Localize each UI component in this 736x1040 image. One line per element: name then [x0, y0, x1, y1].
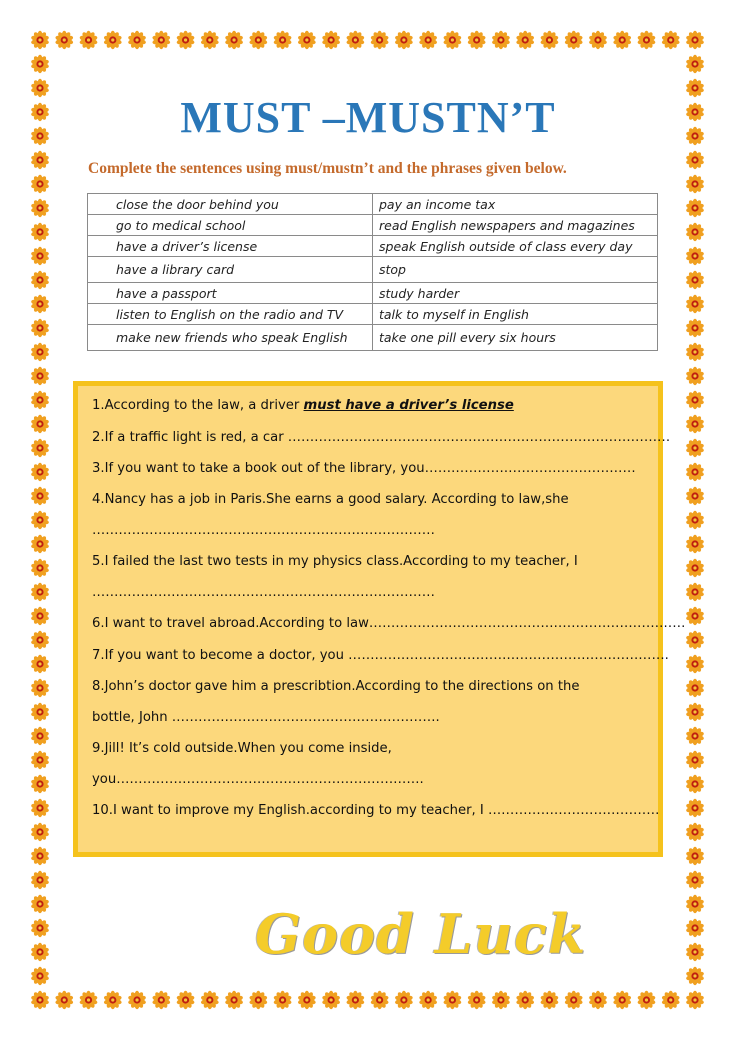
flower-icon: [31, 967, 50, 985]
flower-icon: [686, 919, 705, 937]
exercise-8: 8.John’s doctor gave him a prescribtion.According to the directions on the: [92, 679, 580, 694]
flower-icon: [370, 31, 389, 49]
flower-icon: [686, 559, 705, 577]
phrase-cell: have a driver’s license: [88, 236, 373, 257]
flower-icon: [249, 991, 268, 1009]
flower-icon: [686, 295, 705, 313]
exercise-9-blank: you…………………………………………………………….: [92, 772, 424, 787]
table-row: [88, 325, 658, 351]
flower-icon: [31, 679, 50, 697]
flower-icon: [176, 31, 195, 49]
flower-icon: [346, 31, 365, 49]
flower-icon: [31, 727, 50, 745]
flower-icon: [637, 991, 656, 1009]
flower-icon: [686, 415, 705, 433]
flower-icon: [31, 823, 50, 841]
flower-icon: [128, 991, 147, 1009]
flower-icon: [686, 391, 705, 409]
flower-icon: [31, 655, 50, 673]
phrase-cell: speak English outside of class every day: [373, 236, 658, 257]
flower-icon: [346, 991, 365, 1009]
flower-icon: [249, 31, 268, 49]
flower-icon: [152, 991, 171, 1009]
flower-icon: [297, 31, 316, 49]
flower-icon: [31, 943, 50, 961]
flower-icon: [31, 871, 50, 889]
flower-icon: [686, 271, 705, 289]
flower-icon: [31, 847, 50, 865]
flower-icon: [31, 439, 50, 457]
flower-icon: [516, 991, 535, 1009]
flower-icon: [103, 31, 122, 49]
flower-icon: [103, 991, 122, 1009]
flower-icon: [564, 31, 583, 49]
flower-icon: [31, 991, 50, 1009]
flower-icon: [152, 31, 171, 49]
phrase-cell: study harder: [373, 283, 658, 304]
phrase-cell: listen to English on the radio and TV: [88, 304, 373, 325]
flower-icon: [661, 31, 680, 49]
flower-icon: [31, 319, 50, 337]
good-luck-text: Good Luck: [255, 902, 587, 966]
flower-icon: [31, 703, 50, 721]
flower-icon: [31, 583, 50, 601]
exercise-1-prompt: 1.According to the law, a driver: [92, 398, 304, 413]
flower-icon: [176, 991, 195, 1009]
flower-icon: [31, 535, 50, 553]
flower-icon: [31, 775, 50, 793]
phrase-cell: take one pill every six hours: [373, 325, 658, 351]
exercise-box: [73, 381, 686, 857]
flower-icon: [491, 31, 510, 49]
flower-icon: [443, 31, 462, 49]
flower-icon: [31, 559, 50, 577]
flower-icon: [686, 895, 705, 913]
flower-icon: [200, 991, 219, 1009]
flower-icon: [686, 631, 705, 649]
exercise-6: 6.I want to travel abroad.According to law………………………………………………………………: [92, 616, 686, 631]
flower-icon: [31, 919, 50, 937]
phrase-cell: go to medical school: [88, 215, 373, 236]
flower-icon: [31, 751, 50, 769]
flower-icon: [31, 31, 50, 49]
flower-icon: [686, 679, 705, 697]
flower-icon: [686, 847, 705, 865]
flower-icon: [394, 31, 413, 49]
flower-icon: [31, 199, 50, 217]
phrase-cell: have a passport: [88, 283, 373, 304]
flower-icon: [686, 991, 705, 1009]
table-row: [88, 257, 658, 283]
flower-icon: [686, 799, 705, 817]
flower-icon: [419, 991, 438, 1009]
flower-icon: [31, 343, 50, 361]
flower-icon: [31, 247, 50, 265]
flower-icon: [225, 991, 244, 1009]
flower-icon: [31, 223, 50, 241]
exercise-2: 2.If a traffic light is red, a car ……………………………………………………………………………: [92, 430, 671, 445]
flower-icon: [297, 991, 316, 1009]
exercise-4: 4.Nancy has a job in Paris.She earns a good salary. According to law,she: [92, 492, 569, 507]
exercise-1: [92, 398, 514, 413]
flower-icon: [686, 223, 705, 241]
flower-icon: [273, 31, 292, 49]
flower-icon: [516, 31, 535, 49]
flower-icon: [686, 151, 705, 169]
exercise-9: 9.Jill! It’s cold outside.When you come inside,: [92, 741, 392, 756]
flower-icon: [686, 343, 705, 361]
flower-icon: [370, 991, 389, 1009]
flower-icon: [686, 703, 705, 721]
phrase-cell: talk to myself in English: [373, 304, 658, 325]
flower-icon: [661, 991, 680, 1009]
table-row: [88, 236, 658, 257]
flower-icon: [686, 871, 705, 889]
flower-icon: [588, 31, 607, 49]
flower-icon: [31, 487, 50, 505]
flower-icon: [31, 55, 50, 73]
flower-icon: [200, 31, 219, 49]
flower-icon: [443, 991, 462, 1009]
flower-icon: [686, 511, 705, 529]
phrase-cell: make new friends who speak English: [88, 325, 373, 351]
exercise-8-blank: bottle, John …………………………………………………….: [92, 710, 440, 725]
flower-icon: [31, 367, 50, 385]
instruction-text: Complete the sentences using must/mustn’t and the phrases given below.: [88, 160, 567, 177]
flower-icon: [686, 751, 705, 769]
flower-icon: [686, 367, 705, 385]
flower-icon: [322, 31, 341, 49]
phrase-cell: have a library card: [88, 257, 373, 283]
flower-icon: [31, 631, 50, 649]
exercise-7: 7.If you want to become a doctor, you ……………………………………………………………….: [92, 648, 669, 663]
flower-icon: [686, 463, 705, 481]
flower-icon: [686, 655, 705, 673]
exercise-10: 10.I want to improve my English.according to my teacher, I …………………………………: [92, 803, 660, 818]
flower-icon: [686, 247, 705, 265]
exercise-3: 3.If you want to take a book out of the library, you…………………………………………: [92, 461, 636, 476]
flower-icon: [31, 415, 50, 433]
flower-icon: [128, 31, 147, 49]
exercise-4-blank: ……………………………………………………………………: [92, 523, 435, 538]
flower-icon: [637, 31, 656, 49]
flower-icon: [31, 511, 50, 529]
flower-icon: [31, 463, 50, 481]
phrase-cell: pay an income tax: [373, 194, 658, 215]
flower-icon: [491, 991, 510, 1009]
flower-icon: [31, 895, 50, 913]
page-title: MUST –MUSTN’T: [180, 93, 556, 142]
flower-icon: [467, 991, 486, 1009]
flower-icon: [686, 943, 705, 961]
flower-icon: [686, 823, 705, 841]
flower-icon: [394, 991, 413, 1009]
flower-icon: [31, 607, 50, 625]
phrase-table: [87, 193, 658, 351]
flower-icon: [686, 583, 705, 601]
flower-icon: [273, 991, 292, 1009]
flower-icon: [31, 175, 50, 193]
flower-icon: [55, 991, 74, 1009]
flower-icon: [540, 31, 559, 49]
flower-icon: [686, 175, 705, 193]
flower-icon: [686, 319, 705, 337]
flower-icon: [31, 271, 50, 289]
flower-icon: [686, 967, 705, 985]
flower-icon: [686, 775, 705, 793]
flower-icon: [588, 991, 607, 1009]
flower-icon: [55, 31, 74, 49]
phrase-cell: stop: [373, 257, 658, 283]
flower-icon: [564, 991, 583, 1009]
flower-icon: [686, 31, 705, 49]
table-row: [88, 283, 658, 304]
table-row: [88, 194, 658, 215]
flower-icon: [686, 439, 705, 457]
flower-icon: [686, 535, 705, 553]
flower-icon: [79, 991, 98, 1009]
flower-icon: [686, 487, 705, 505]
flower-icon: [31, 799, 50, 817]
table-row: [88, 304, 658, 325]
phrase-cell: read English newspapers and magazines: [373, 215, 658, 236]
flower-icon: [686, 55, 705, 73]
flower-icon: [419, 31, 438, 49]
flower-icon: [686, 727, 705, 745]
flower-icon: [79, 31, 98, 49]
flower-icon: [467, 31, 486, 49]
flower-icon: [225, 31, 244, 49]
exercise-1-answer: must have a driver’s license: [303, 398, 514, 413]
flower-icon: [31, 295, 50, 313]
flower-icon: [613, 991, 632, 1009]
exercise-5: 5.I failed the last two tests in my physics class.According to my teacher, I: [92, 554, 578, 569]
flower-icon: [686, 607, 705, 625]
table-row: [88, 215, 658, 236]
flower-icon: [31, 151, 50, 169]
flower-icon: [31, 391, 50, 409]
flower-icon: [686, 199, 705, 217]
flower-icon: [613, 31, 632, 49]
flower-icon: [322, 991, 341, 1009]
phrase-cell: close the door behind you: [88, 194, 373, 215]
exercise-5-blank: ……………………………………………………………………: [92, 585, 435, 600]
flower-icon: [540, 991, 559, 1009]
